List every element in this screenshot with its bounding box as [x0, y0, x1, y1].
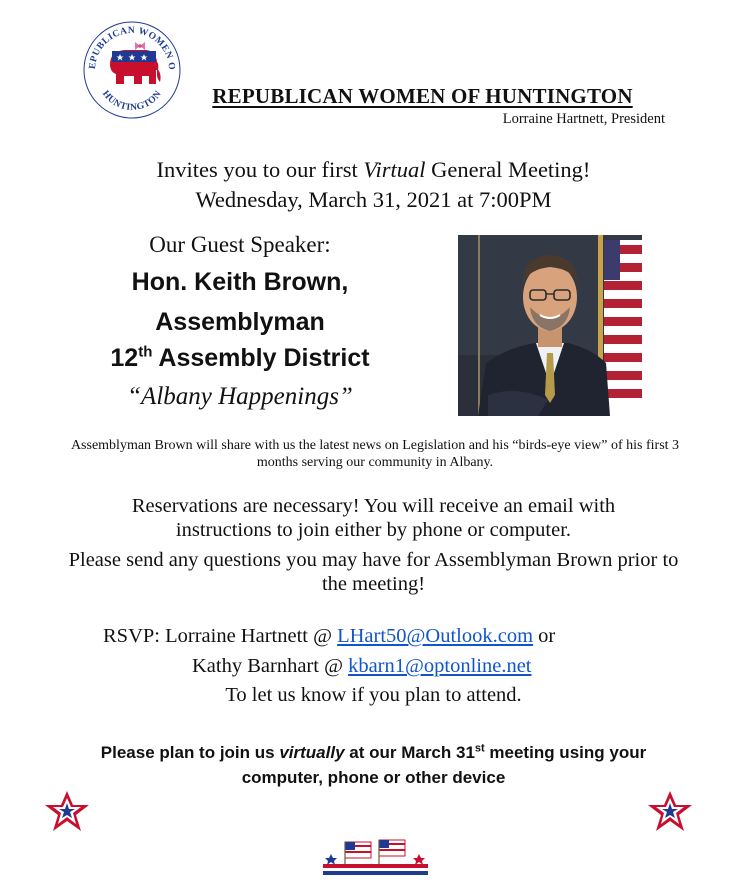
speaker-photo: [458, 235, 642, 416]
patriotic-star-icon: [42, 789, 92, 833]
email-link-kbarn1[interactable]: kbarn1@optonline.net: [348, 655, 532, 677]
speaker-district: 12th Assembly District: [110, 343, 370, 372]
rsvp-line-3: To let us know if you plan to attend.: [225, 684, 522, 706]
speaker-name: Hon. Keith Brown,: [131, 268, 349, 296]
rsvp-line-2: Kathy Barnhart @ kbarn1@optonline.net: [192, 655, 532, 677]
invite-line: Invites you to our first Virtual General Meeting!: [156, 157, 591, 182]
speaker-intro: Our Guest Speaker:: [149, 232, 331, 257]
questions-note: Please send any questions you may have for Assemblyman Brown prior to the meeting!: [68, 549, 679, 595]
speaker-title: Assemblyman: [155, 308, 325, 336]
rsvp-line-1: RSVP: Lorraine Hartnett @ LHart50@Outlook.com or: [103, 625, 556, 647]
closing-message: Please plan to join us virtually at our March 31st meeting using your computer, phone or other device: [100, 742, 647, 787]
patriotic-star-icon: [645, 789, 695, 833]
talk-title: “Albany Happenings”: [127, 383, 353, 410]
speaker-description: Assemblyman Brown will share with us the latest news on Legislation and his “birds-eye view” of his first 3 months serving our community in Albany.: [70, 438, 680, 470]
email-link-lhart50[interactable]: LHart50@Outlook.com: [337, 625, 534, 647]
president-name: Lorraine Hartnett, President: [502, 111, 665, 127]
flags-banner-icon: [323, 838, 428, 878]
logo-text-top: EPUBLICAN WOMEN O: [87, 25, 177, 71]
virtual-emphasis: Virtual: [363, 157, 426, 182]
organization-name: REPUBLICAN WOMEN OF HUNTINGTON: [212, 84, 633, 108]
reservations-note: Reservations are necessary! You will receive an email with instructions to join either by phone or computer.: [131, 495, 616, 541]
logo-text-bottom: HUNTINGTON: [100, 89, 164, 114]
organization-logo: [80, 18, 184, 122]
meeting-date: Wednesday, March 31, 2021 at 7:00PM: [195, 187, 552, 212]
